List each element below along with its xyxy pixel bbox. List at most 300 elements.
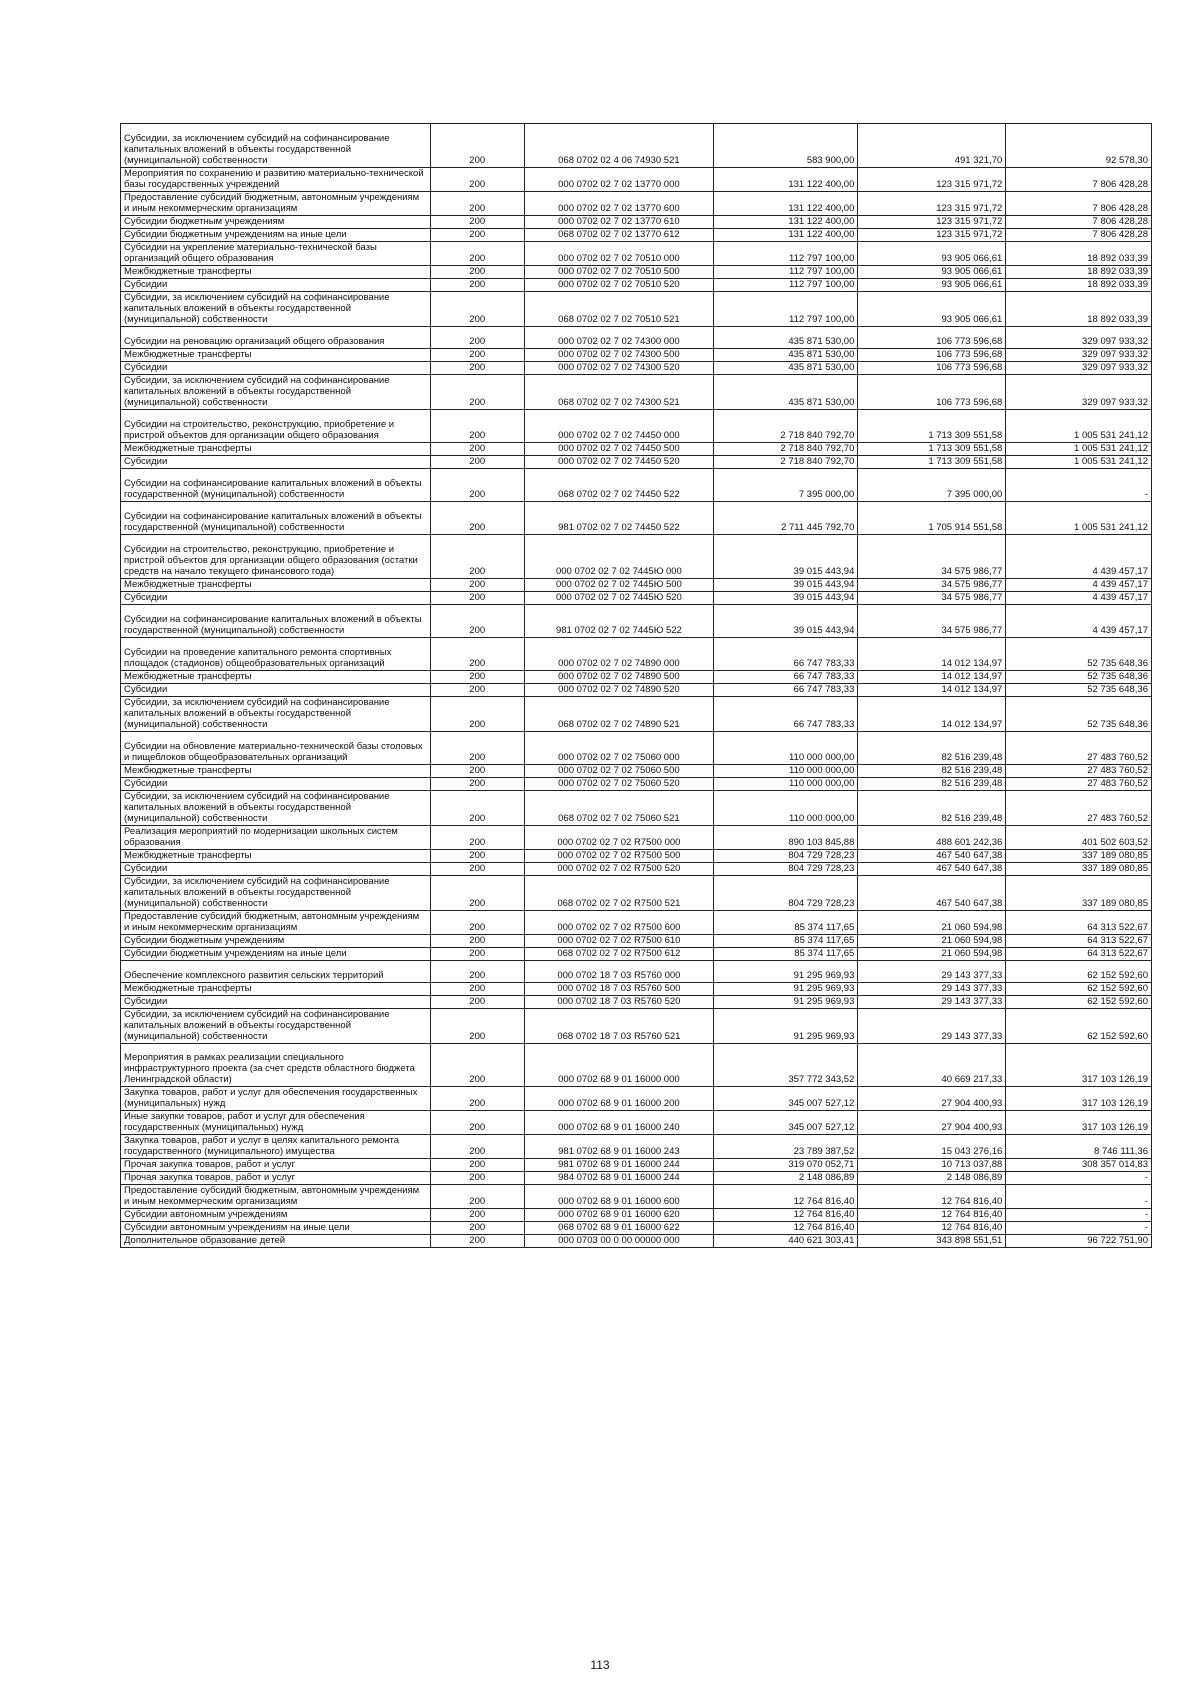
row-remaining-amount: 1 005 531 241,12 xyxy=(1006,410,1152,443)
row-budget-code: 000 0702 02 7 02 7445Ю 520 xyxy=(524,592,713,605)
row-budget-code: 000 0702 02 7 02 74300 500 xyxy=(524,349,713,362)
row-name: Субсидии xyxy=(121,456,431,469)
table-row xyxy=(121,216,1152,229)
row-remaining-amount: 401 502 603,52 xyxy=(1006,826,1152,850)
row-executed-amount: 467 540 647,38 xyxy=(858,863,1006,876)
row-budget-code: 000 0702 18 7 03 R5760 500 xyxy=(524,983,713,996)
row-executed-amount: 29 143 377,33 xyxy=(858,983,1006,996)
row-executed-amount: 82 516 239,48 xyxy=(858,765,1006,778)
table-row xyxy=(121,765,1152,778)
row-approved-amount: 91 295 969,93 xyxy=(713,1009,858,1044)
table-row xyxy=(121,124,1152,168)
row-name: Межбюджетные трансферты xyxy=(121,765,431,778)
row-executed-amount: 14 012 134,97 xyxy=(858,638,1006,671)
row-name: Субсидии, за исключением субсидий на софинансирование капитальных вложений в объекты государственной (муниципальной) собственности xyxy=(121,791,431,826)
table-row xyxy=(121,1185,1152,1209)
row-name: Межбюджетные трансферты xyxy=(121,349,431,362)
row-line-code: 200 xyxy=(430,1172,524,1185)
row-approved-amount: 12 764 816,40 xyxy=(713,1222,858,1235)
table-row xyxy=(121,1172,1152,1185)
row-line-code: 200 xyxy=(430,124,524,168)
row-name: Субсидии на софинансирование капитальных вложений в объекты государственной (муниципальной) собственности xyxy=(121,605,431,638)
row-approved-amount: 435 871 530,00 xyxy=(713,375,858,410)
row-budget-code: 000 0702 68 9 01 16000 200 xyxy=(524,1087,713,1111)
row-budget-code: 000 0702 02 7 02 13770 600 xyxy=(524,192,713,216)
row-remaining-amount: 317 103 126,19 xyxy=(1006,1087,1152,1111)
row-approved-amount: 131 122 400,00 xyxy=(713,168,858,192)
row-executed-amount: 343 898 551,51 xyxy=(858,1235,1006,1248)
table-row xyxy=(121,961,1152,983)
row-approved-amount: 435 871 530,00 xyxy=(713,327,858,349)
table-row xyxy=(121,996,1152,1009)
row-executed-amount: 15 043 276,16 xyxy=(858,1135,1006,1159)
row-name: Субсидии на укрепление материально-технической базы организаций общего образования xyxy=(121,242,431,266)
row-remaining-amount: 329 097 933,32 xyxy=(1006,362,1152,375)
row-remaining-amount: 18 892 033,39 xyxy=(1006,242,1152,266)
row-line-code: 200 xyxy=(430,850,524,863)
row-remaining-amount: 4 439 457,17 xyxy=(1006,579,1152,592)
row-name: Субсидии на софинансирование капитальных вложений в объекты государственной (муниципальной) собственности xyxy=(121,502,431,535)
table-row xyxy=(121,863,1152,876)
row-name: Закупка товаров, работ и услуг в целях капитального ремонта государственного (муниципального) имущества xyxy=(121,1135,431,1159)
row-line-code: 200 xyxy=(430,229,524,242)
row-approved-amount: 804 729 728,23 xyxy=(713,863,858,876)
row-remaining-amount: 1 005 531 241,12 xyxy=(1006,443,1152,456)
row-budget-code: 000 0702 02 7 02 74890 500 xyxy=(524,671,713,684)
row-remaining-amount: - xyxy=(1006,1222,1152,1235)
row-name: Субсидии бюджетным учреждениям на иные цели xyxy=(121,948,431,961)
row-executed-amount: 1 713 309 551,58 xyxy=(858,456,1006,469)
row-executed-amount: 93 905 066,61 xyxy=(858,292,1006,327)
row-line-code: 200 xyxy=(430,1235,524,1248)
table-row xyxy=(121,605,1152,638)
row-remaining-amount: 52 735 648,36 xyxy=(1006,638,1152,671)
row-budget-code: 068 0702 68 9 01 16000 622 xyxy=(524,1222,713,1235)
row-budget-code: 000 0702 02 7 02 74890 000 xyxy=(524,638,713,671)
row-budget-code: 000 0702 02 7 02 75060 520 xyxy=(524,778,713,791)
row-budget-code: 000 0702 68 9 01 16000 600 xyxy=(524,1185,713,1209)
row-name: Субсидии бюджетным учреждениям xyxy=(121,935,431,948)
row-executed-amount: 1 713 309 551,58 xyxy=(858,410,1006,443)
row-line-code: 200 xyxy=(430,327,524,349)
row-approved-amount: 890 103 845,88 xyxy=(713,826,858,850)
row-budget-code: 981 0702 02 7 02 7445Ю 522 xyxy=(524,605,713,638)
row-line-code: 200 xyxy=(430,242,524,266)
row-name: Субсидии xyxy=(121,684,431,697)
row-approved-amount: 583 900,00 xyxy=(713,124,858,168)
table-row xyxy=(121,579,1152,592)
row-executed-amount: 106 773 596,68 xyxy=(858,349,1006,362)
row-name: Субсидии, за исключением субсидий на софинансирование капитальных вложений в объекты государственной (муниципальной) собственности xyxy=(121,375,431,410)
row-line-code: 200 xyxy=(430,961,524,983)
row-approved-amount: 2 718 840 792,70 xyxy=(713,456,858,469)
row-remaining-amount: 7 806 428,28 xyxy=(1006,229,1152,242)
row-executed-amount: 93 905 066,61 xyxy=(858,279,1006,292)
row-budget-code: 000 0702 68 9 01 16000 240 xyxy=(524,1111,713,1135)
row-line-code: 200 xyxy=(430,279,524,292)
row-line-code: 200 xyxy=(430,469,524,502)
row-budget-code: 000 0702 02 7 02 70510 000 xyxy=(524,242,713,266)
table-row xyxy=(121,684,1152,697)
row-approved-amount: 131 122 400,00 xyxy=(713,229,858,242)
row-remaining-amount: 52 735 648,36 xyxy=(1006,671,1152,684)
row-line-code: 200 xyxy=(430,579,524,592)
table-row xyxy=(121,456,1152,469)
row-executed-amount: 40 669 217,33 xyxy=(858,1044,1006,1087)
row-name: Мероприятия в рамках реализации специального инфраструктурного проекта (за счет средств областного бюджета Ленинградской области) xyxy=(121,1044,431,1087)
table-row xyxy=(121,375,1152,410)
table-row xyxy=(121,266,1152,279)
row-line-code: 200 xyxy=(430,684,524,697)
table-row xyxy=(121,1135,1152,1159)
row-line-code: 200 xyxy=(430,948,524,961)
row-executed-amount: 12 764 816,40 xyxy=(858,1209,1006,1222)
budget-execution-table xyxy=(120,123,1152,1248)
row-budget-code: 000 0702 02 7 02 74300 520 xyxy=(524,362,713,375)
row-remaining-amount: 18 892 033,39 xyxy=(1006,279,1152,292)
row-executed-amount: 21 060 594,98 xyxy=(858,935,1006,948)
row-budget-code: 000 0702 02 7 02 R7500 520 xyxy=(524,863,713,876)
row-remaining-amount: 329 097 933,32 xyxy=(1006,327,1152,349)
row-budget-code: 000 0702 02 7 02 R7500 000 xyxy=(524,826,713,850)
row-name: Дополнительное образование детей xyxy=(121,1235,431,1248)
row-name: Предоставление субсидий бюджетным, автономным учреждениям и иным некоммерческим организациям xyxy=(121,911,431,935)
row-line-code: 200 xyxy=(430,996,524,1009)
row-remaining-amount: 27 483 760,52 xyxy=(1006,778,1152,791)
row-remaining-amount: 4 439 457,17 xyxy=(1006,535,1152,579)
table-row xyxy=(121,362,1152,375)
table-row xyxy=(121,1159,1152,1172)
row-executed-amount: 123 315 971,72 xyxy=(858,192,1006,216)
row-line-code: 200 xyxy=(430,292,524,327)
row-approved-amount: 7 395 000,00 xyxy=(713,469,858,502)
table-row xyxy=(121,778,1152,791)
table-row xyxy=(121,732,1152,765)
table-row xyxy=(121,935,1152,948)
row-name: Субсидии xyxy=(121,996,431,1009)
row-budget-code: 000 0702 02 7 02 75060 500 xyxy=(524,765,713,778)
row-name: Субсидии автономным учреждениям на иные цели xyxy=(121,1222,431,1235)
row-remaining-amount: 96 722 751,90 xyxy=(1006,1235,1152,1248)
row-approved-amount: 131 122 400,00 xyxy=(713,216,858,229)
row-executed-amount: 7 395 000,00 xyxy=(858,469,1006,502)
table-row xyxy=(121,349,1152,362)
row-name: Предоставление субсидий бюджетным, автономным учреждениям и иным некоммерческим организациям xyxy=(121,1185,431,1209)
row-remaining-amount: 337 189 080,85 xyxy=(1006,863,1152,876)
table-row xyxy=(121,279,1152,292)
row-executed-amount: 1 705 914 551,58 xyxy=(858,502,1006,535)
row-budget-code: 981 0702 68 9 01 16000 243 xyxy=(524,1135,713,1159)
row-name: Мероприятия по сохранению и развитию материально-технической базы государственных учреждений xyxy=(121,168,431,192)
row-line-code: 200 xyxy=(430,983,524,996)
row-line-code: 200 xyxy=(430,456,524,469)
row-name: Межбюджетные трансферты xyxy=(121,850,431,863)
row-budget-code: 000 0702 18 7 03 R5760 520 xyxy=(524,996,713,1009)
row-remaining-amount: 4 439 457,17 xyxy=(1006,592,1152,605)
row-line-code: 200 xyxy=(430,826,524,850)
row-name: Предоставление субсидий бюджетным, автономным учреждениям и иным некоммерческим организациям xyxy=(121,192,431,216)
table-row xyxy=(121,983,1152,996)
row-name: Закупка товаров, работ и услуг для обеспечения государственных (муниципальных) нужд xyxy=(121,1087,431,1111)
row-approved-amount: 357 772 343,52 xyxy=(713,1044,858,1087)
row-approved-amount: 804 729 728,23 xyxy=(713,850,858,863)
row-budget-code: 984 0702 68 9 01 16000 244 xyxy=(524,1172,713,1185)
row-approved-amount: 85 374 117,65 xyxy=(713,911,858,935)
row-approved-amount: 91 295 969,93 xyxy=(713,983,858,996)
row-name: Субсидии, за исключением субсидий на софинансирование капитальных вложений в объекты государственной (муниципальной) собственности xyxy=(121,292,431,327)
row-name: Обеспечение комплексного развития сельских территорий xyxy=(121,961,431,983)
row-budget-code: 000 0702 68 9 01 16000 620 xyxy=(524,1209,713,1222)
row-approved-amount: 85 374 117,65 xyxy=(713,935,858,948)
row-remaining-amount: 308 357 014,83 xyxy=(1006,1159,1152,1172)
row-remaining-amount: 329 097 933,32 xyxy=(1006,375,1152,410)
row-line-code: 200 xyxy=(430,502,524,535)
budget-report-sheet xyxy=(120,123,1152,1248)
row-name: Субсидии xyxy=(121,362,431,375)
row-line-code: 200 xyxy=(430,911,524,935)
row-remaining-amount: 1 005 531 241,12 xyxy=(1006,456,1152,469)
table-row xyxy=(121,876,1152,911)
row-budget-code: 000 0702 02 7 02 74890 520 xyxy=(524,684,713,697)
row-name: Субсидии xyxy=(121,592,431,605)
row-executed-amount: 491 321,70 xyxy=(858,124,1006,168)
row-name: Иные закупки товаров, работ и услуг для обеспечения государственных (муниципальных) нужд xyxy=(121,1111,431,1135)
row-approved-amount: 66 747 783,33 xyxy=(713,638,858,671)
row-name: Прочая закупка товаров, работ и услуг xyxy=(121,1159,431,1172)
table-row xyxy=(121,850,1152,863)
row-line-code: 200 xyxy=(430,443,524,456)
row-approved-amount: 91 295 969,93 xyxy=(713,961,858,983)
row-executed-amount: 29 143 377,33 xyxy=(858,996,1006,1009)
row-line-code: 200 xyxy=(430,362,524,375)
row-budget-code: 000 0702 02 7 02 70510 520 xyxy=(524,279,713,292)
table-row xyxy=(121,1111,1152,1135)
row-remaining-amount: 7 806 428,28 xyxy=(1006,216,1152,229)
row-budget-code: 000 0702 02 7 02 74300 000 xyxy=(524,327,713,349)
row-line-code: 200 xyxy=(430,1159,524,1172)
row-executed-amount: 34 575 986,77 xyxy=(858,592,1006,605)
row-approved-amount: 112 797 100,00 xyxy=(713,292,858,327)
row-budget-code: 068 0702 02 7 02 74450 522 xyxy=(524,469,713,502)
table-row xyxy=(121,469,1152,502)
row-line-code: 200 xyxy=(430,192,524,216)
row-budget-code: 068 0702 02 4 06 74930 521 xyxy=(524,124,713,168)
row-budget-code: 068 0702 02 7 02 R7500 521 xyxy=(524,876,713,911)
row-executed-amount: 14 012 134,97 xyxy=(858,684,1006,697)
row-approved-amount: 2 718 840 792,70 xyxy=(713,410,858,443)
row-approved-amount: 66 747 783,33 xyxy=(713,684,858,697)
table-row xyxy=(121,242,1152,266)
row-name: Субсидии автономным учреждениям xyxy=(121,1209,431,1222)
row-line-code: 200 xyxy=(430,1185,524,1209)
row-name: Субсидии на проведение капитального ремонта спортивных площадок (стадионов) общеобразовательных организаций xyxy=(121,638,431,671)
row-remaining-amount: 18 892 033,39 xyxy=(1006,266,1152,279)
row-approved-amount: 66 747 783,33 xyxy=(713,671,858,684)
table-row xyxy=(121,1044,1152,1087)
row-name: Субсидии на реновацию организаций общего образования xyxy=(121,327,431,349)
table-row xyxy=(121,1087,1152,1111)
row-name: Межбюджетные трансферты xyxy=(121,266,431,279)
row-line-code: 200 xyxy=(430,638,524,671)
row-executed-amount: 106 773 596,68 xyxy=(858,327,1006,349)
row-remaining-amount: 317 103 126,19 xyxy=(1006,1111,1152,1135)
row-line-code: 200 xyxy=(430,791,524,826)
row-budget-code: 000 0702 02 7 02 7445Ю 000 xyxy=(524,535,713,579)
table-row xyxy=(121,1009,1152,1044)
row-executed-amount: 2 148 086,89 xyxy=(858,1172,1006,1185)
row-approved-amount: 12 764 816,40 xyxy=(713,1209,858,1222)
row-remaining-amount: 92 578,30 xyxy=(1006,124,1152,168)
row-budget-code: 000 0702 02 7 02 74450 500 xyxy=(524,443,713,456)
row-executed-amount: 123 315 971,72 xyxy=(858,216,1006,229)
row-line-code: 200 xyxy=(430,765,524,778)
row-executed-amount: 1 713 309 551,58 xyxy=(858,443,1006,456)
row-remaining-amount: 18 892 033,39 xyxy=(1006,292,1152,327)
row-budget-code: 000 0702 02 7 02 R7500 610 xyxy=(524,935,713,948)
row-remaining-amount: 27 483 760,52 xyxy=(1006,732,1152,765)
row-remaining-amount: 27 483 760,52 xyxy=(1006,765,1152,778)
row-remaining-amount: - xyxy=(1006,1209,1152,1222)
table-row xyxy=(121,535,1152,579)
table-row xyxy=(121,229,1152,242)
row-name: Субсидии, за исключением субсидий на софинансирование капитальных вложений в объекты государственной (муниципальной) собственности xyxy=(121,124,431,168)
table-row xyxy=(121,327,1152,349)
table-body xyxy=(121,124,1152,1248)
row-executed-amount: 123 315 971,72 xyxy=(858,168,1006,192)
row-remaining-amount: 52 735 648,36 xyxy=(1006,697,1152,732)
row-line-code: 200 xyxy=(430,1044,524,1087)
row-executed-amount: 93 905 066,61 xyxy=(858,242,1006,266)
row-remaining-amount: 52 735 648,36 xyxy=(1006,684,1152,697)
row-line-code: 200 xyxy=(430,732,524,765)
row-remaining-amount: 64 313 522,67 xyxy=(1006,935,1152,948)
row-executed-amount: 21 060 594,98 xyxy=(858,911,1006,935)
table-row xyxy=(121,168,1152,192)
row-approved-amount: 110 000 000,00 xyxy=(713,765,858,778)
row-approved-amount: 435 871 530,00 xyxy=(713,362,858,375)
table-row xyxy=(121,592,1152,605)
row-line-code: 200 xyxy=(430,168,524,192)
row-budget-code: 000 0702 02 7 02 R7500 500 xyxy=(524,850,713,863)
row-line-code: 200 xyxy=(430,778,524,791)
row-budget-code: 000 0702 02 7 02 7445Ю 500 xyxy=(524,579,713,592)
row-budget-code: 981 0702 68 9 01 16000 244 xyxy=(524,1159,713,1172)
row-approved-amount: 131 122 400,00 xyxy=(713,192,858,216)
row-remaining-amount: 1 005 531 241,12 xyxy=(1006,502,1152,535)
row-executed-amount: 14 012 134,97 xyxy=(858,671,1006,684)
row-line-code: 200 xyxy=(430,266,524,279)
row-approved-amount: 804 729 728,23 xyxy=(713,876,858,911)
row-name: Субсидии на обновление материально-технической базы столовых и пищеблоков общеобразовательных организаций xyxy=(121,732,431,765)
table-row xyxy=(121,192,1152,216)
row-name: Субсидии бюджетным учреждениям на иные цели xyxy=(121,229,431,242)
row-line-code: 200 xyxy=(430,1135,524,1159)
row-approved-amount: 85 374 117,65 xyxy=(713,948,858,961)
row-name: Субсидии xyxy=(121,863,431,876)
row-name: Межбюджетные трансферты xyxy=(121,443,431,456)
row-remaining-amount: 62 152 592,60 xyxy=(1006,996,1152,1009)
row-line-code: 200 xyxy=(430,605,524,638)
row-executed-amount: 123 315 971,72 xyxy=(858,229,1006,242)
row-executed-amount: 82 516 239,48 xyxy=(858,791,1006,826)
row-budget-code: 000 0703 00 0 00 00000 000 xyxy=(524,1235,713,1248)
row-budget-code: 000 0702 02 7 02 13770 000 xyxy=(524,168,713,192)
row-budget-code: 000 0702 02 7 02 75060 000 xyxy=(524,732,713,765)
row-line-code: 200 xyxy=(430,1222,524,1235)
page-number: 113 xyxy=(590,1658,610,1672)
row-budget-code: 000 0702 02 7 02 74450 520 xyxy=(524,456,713,469)
row-remaining-amount: 7 806 428,28 xyxy=(1006,168,1152,192)
row-name: Реализация мероприятий по модернизации школьных систем образования xyxy=(121,826,431,850)
row-remaining-amount: 7 806 428,28 xyxy=(1006,192,1152,216)
row-line-code: 200 xyxy=(430,863,524,876)
row-approved-amount: 23 789 387,52 xyxy=(713,1135,858,1159)
row-executed-amount: 21 060 594,98 xyxy=(858,948,1006,961)
row-approved-amount: 39 015 443,94 xyxy=(713,605,858,638)
row-budget-code: 068 0702 02 7 02 74890 521 xyxy=(524,697,713,732)
row-line-code: 200 xyxy=(430,876,524,911)
row-approved-amount: 39 015 443,94 xyxy=(713,535,858,579)
row-approved-amount: 2 718 840 792,70 xyxy=(713,443,858,456)
row-approved-amount: 319 070 052,71 xyxy=(713,1159,858,1172)
row-name: Субсидии, за исключением субсидий на софинансирование капитальных вложений в объекты государственной (муниципальной) собственности xyxy=(121,697,431,732)
table-row xyxy=(121,1235,1152,1248)
row-approved-amount: 345 007 527,12 xyxy=(713,1111,858,1135)
row-approved-amount: 110 000 000,00 xyxy=(713,732,858,765)
row-budget-code: 068 0702 02 7 02 R7500 612 xyxy=(524,948,713,961)
row-approved-amount: 2 711 445 792,70 xyxy=(713,502,858,535)
row-budget-code: 068 0702 02 7 02 13770 612 xyxy=(524,229,713,242)
row-budget-code: 000 0702 18 7 03 R5760 000 xyxy=(524,961,713,983)
row-budget-code: 068 0702 02 7 02 70510 521 xyxy=(524,292,713,327)
row-line-code: 200 xyxy=(430,375,524,410)
row-approved-amount: 112 797 100,00 xyxy=(713,242,858,266)
table-row xyxy=(121,697,1152,732)
row-name: Субсидии xyxy=(121,279,431,292)
row-executed-amount: 29 143 377,33 xyxy=(858,961,1006,983)
row-line-code: 200 xyxy=(430,1111,524,1135)
row-budget-code: 000 0702 02 7 02 74450 000 xyxy=(524,410,713,443)
row-name: Субсидии на строительство, реконструкцию, приобретение и пристрой объектов для организации общего образования (остатки средств на начало текущего финансового года) xyxy=(121,535,431,579)
row-name: Межбюджетные трансферты xyxy=(121,579,431,592)
row-remaining-amount: 62 152 592,60 xyxy=(1006,1009,1152,1044)
row-remaining-amount: 337 189 080,85 xyxy=(1006,876,1152,911)
row-remaining-amount: 329 097 933,32 xyxy=(1006,349,1152,362)
row-budget-code: 000 0702 02 7 02 13770 610 xyxy=(524,216,713,229)
row-line-code: 200 xyxy=(430,935,524,948)
row-budget-code: 000 0702 68 9 01 16000 000 xyxy=(524,1044,713,1087)
row-executed-amount: 29 143 377,33 xyxy=(858,1009,1006,1044)
row-executed-amount: 12 764 816,40 xyxy=(858,1222,1006,1235)
row-budget-code: 000 0702 02 7 02 R7500 600 xyxy=(524,911,713,935)
row-line-code: 200 xyxy=(430,349,524,362)
row-executed-amount: 467 540 647,38 xyxy=(858,876,1006,911)
row-line-code: 200 xyxy=(430,410,524,443)
row-line-code: 200 xyxy=(430,216,524,229)
row-line-code: 200 xyxy=(430,697,524,732)
row-budget-code: 000 0702 02 7 02 70510 500 xyxy=(524,266,713,279)
row-line-code: 200 xyxy=(430,1209,524,1222)
row-approved-amount: 39 015 443,94 xyxy=(713,579,858,592)
row-approved-amount: 66 747 783,33 xyxy=(713,697,858,732)
table-row xyxy=(121,1209,1152,1222)
row-line-code: 200 xyxy=(430,671,524,684)
row-approved-amount: 435 871 530,00 xyxy=(713,349,858,362)
row-executed-amount: 10 713 037,88 xyxy=(858,1159,1006,1172)
table-row xyxy=(121,292,1152,327)
row-executed-amount: 27 904 400,93 xyxy=(858,1111,1006,1135)
table-row xyxy=(121,443,1152,456)
